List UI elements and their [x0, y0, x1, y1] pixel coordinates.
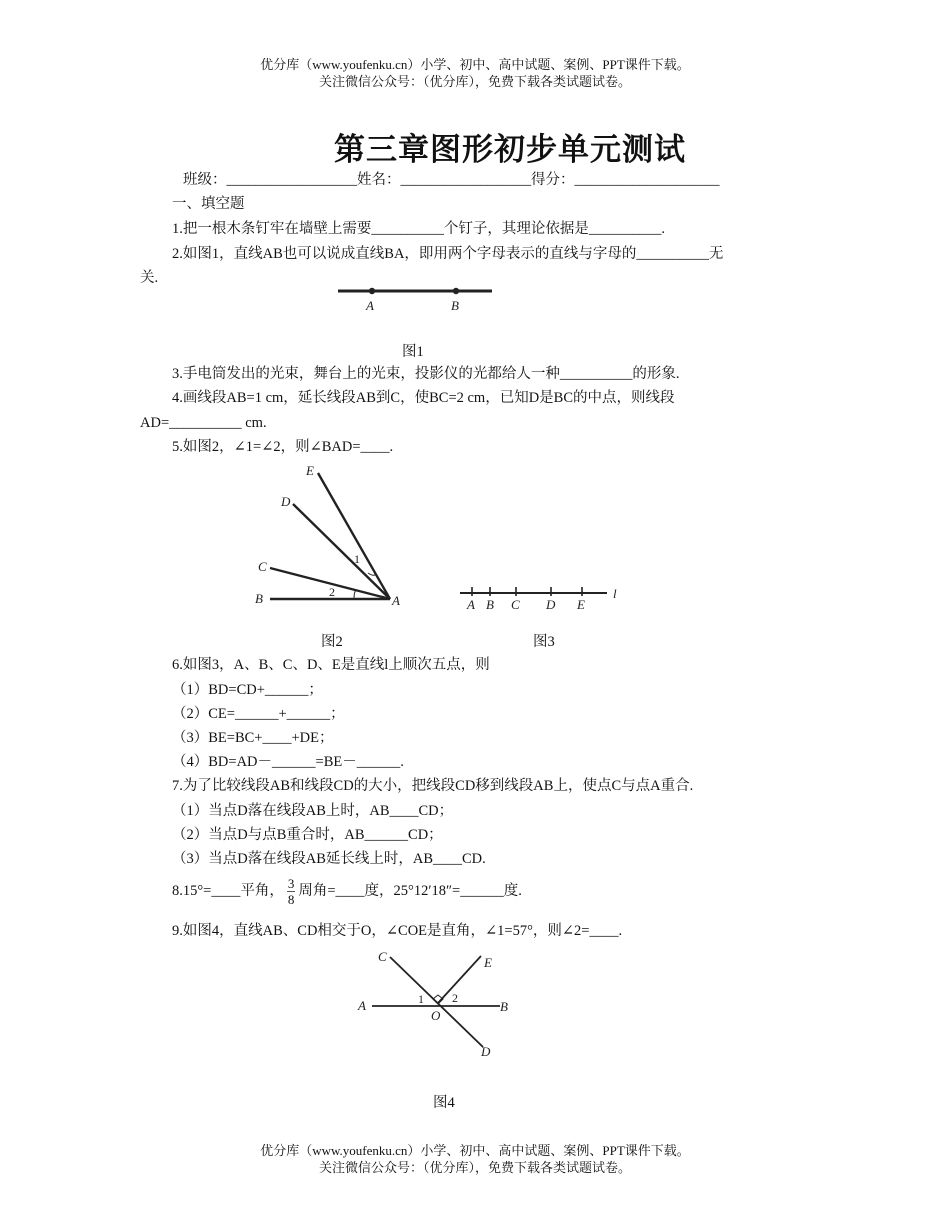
fig3-label-b: B — [486, 597, 494, 612]
fig4-angle-1-label: 1 — [418, 992, 424, 1006]
fig2-angle-1-label: 1 — [354, 552, 360, 566]
question-8-pre: 8.15°=____平角， — [172, 883, 284, 899]
fig3-label-c: C — [511, 597, 520, 612]
fig4-label-a: A — [358, 998, 366, 1013]
question-1: 1.把一根木条钉牢在墙壁上需要__________个钉子，其理论依据是__________. — [172, 221, 665, 237]
question-6-part-2: （2）CE=______+______； — [172, 706, 345, 722]
fig2-angle-2-label: 2 — [329, 585, 335, 599]
question-3: 3.手电筒发出的光束，舞台上的光束，投影仪的光都给人一种__________的形象. — [172, 366, 680, 382]
page-title: 第三章图形初步单元测试 — [334, 132, 686, 168]
figure-4-intersecting-lines — [350, 943, 520, 1068]
figure-1-caption: 图1 — [402, 344, 424, 360]
fraction-numerator: 3 — [287, 876, 295, 892]
question-7-part-2: （2）当点D与点B重合时，AB______CD； — [172, 827, 443, 843]
fig3-label-d: D — [546, 597, 556, 612]
fig1-label-b: B — [451, 298, 459, 313]
fig4-label-e: E — [484, 955, 492, 970]
question-8 — [172, 874, 522, 908]
question-2-line-1: 2.如图1，直线AB也可以说成直线BA，即用两个字母表示的直线与字母的__________无 — [172, 246, 724, 262]
section-heading: 一、填空题 — [172, 196, 245, 212]
figure-2-caption: 图2 — [321, 634, 343, 650]
fig4-angle-2-label: 2 — [452, 991, 458, 1005]
figure-2-angles — [250, 460, 410, 612]
page-header — [0, 56, 950, 90]
question-7-part-1: （1）当点D落在线段AB上时，AB____CD； — [172, 803, 454, 819]
fig3-label-a: A — [467, 597, 475, 612]
fig2-label-d: D — [281, 494, 291, 509]
fraction-denominator: 8 — [287, 892, 295, 908]
figure-1-line-ab — [330, 280, 510, 320]
question-8-post: 周角=____度，25°12′18″=______度. — [298, 883, 522, 899]
question-5: 5.如图2，∠1=∠2，则∠BAD=____. — [172, 439, 394, 455]
question-6-part-4: （4）BD=AD－______=BE－______. — [172, 754, 404, 770]
figure-4-caption: 图4 — [433, 1095, 455, 1111]
question-6-stem: 6.如图3，A、B、C、D、E是直线l上顺次五点，则 — [172, 657, 490, 673]
fig1-label-a: A — [366, 298, 374, 313]
fig2-label-a: A — [392, 593, 400, 608]
footer-line-2: 关注微信公众号：（优分库），免费下载各类试题试卷。 — [318, 1160, 631, 1175]
fig4-label-d: D — [481, 1044, 491, 1059]
question-6-part-1: （1）BD=CD+______； — [172, 682, 323, 698]
question-6-part-3: （3）BE=BC+____+DE； — [172, 730, 334, 746]
fig2-label-b: B — [255, 591, 263, 606]
fig2-label-e: E — [306, 463, 314, 478]
figure-3-caption: 图3 — [533, 634, 555, 650]
question-7-part-3: （3）当点D落在线段AB延长线上时，AB____CD. — [172, 851, 486, 867]
question-4-line-2: AD=__________ cm. — [140, 415, 267, 431]
question-9: 9.如图4，直线AB、CD相交于O，∠COE是直角，∠1=57°，则∠2=____. — [172, 923, 623, 939]
fraction-three-eighths — [287, 876, 296, 907]
footer-line-1: 优分库（www.youfenku.cn）小学、初中、高中试题、案例、PPT课件下载。 — [260, 1143, 690, 1158]
fig4-label-c: C — [378, 949, 387, 964]
header-line-2: 关注微信公众号：（优分库），免费下载各类试题试卷。 — [318, 74, 631, 89]
fig4-label-b: B — [500, 999, 508, 1014]
fig3-label-l: l — [613, 586, 617, 601]
header-line-1: 优分库（www.youfenku.cn）小学、初中、高中试题、案例、PPT课件下载。 — [260, 57, 690, 72]
student-info-line: 班级：__________________姓名：__________________得分：____________________ — [183, 172, 720, 188]
fig4-label-o: O — [431, 1008, 441, 1023]
fig3-label-e: E — [577, 597, 585, 612]
fig2-label-c: C — [258, 559, 267, 574]
figure-3-points-on-line — [455, 580, 630, 615]
page-footer — [0, 1142, 950, 1176]
question-7-stem: 7.为了比较线段AB和线段CD的大小，把线段CD移到线段AB上，使点C与点A重合. — [172, 778, 694, 794]
question-4-line-1: 4.画线段AB=1 cm，延长线段AB到C，使BC=2 cm，已知D是BC的中点，则线段 — [172, 390, 675, 406]
question-2-line-2: 关. — [140, 270, 159, 286]
